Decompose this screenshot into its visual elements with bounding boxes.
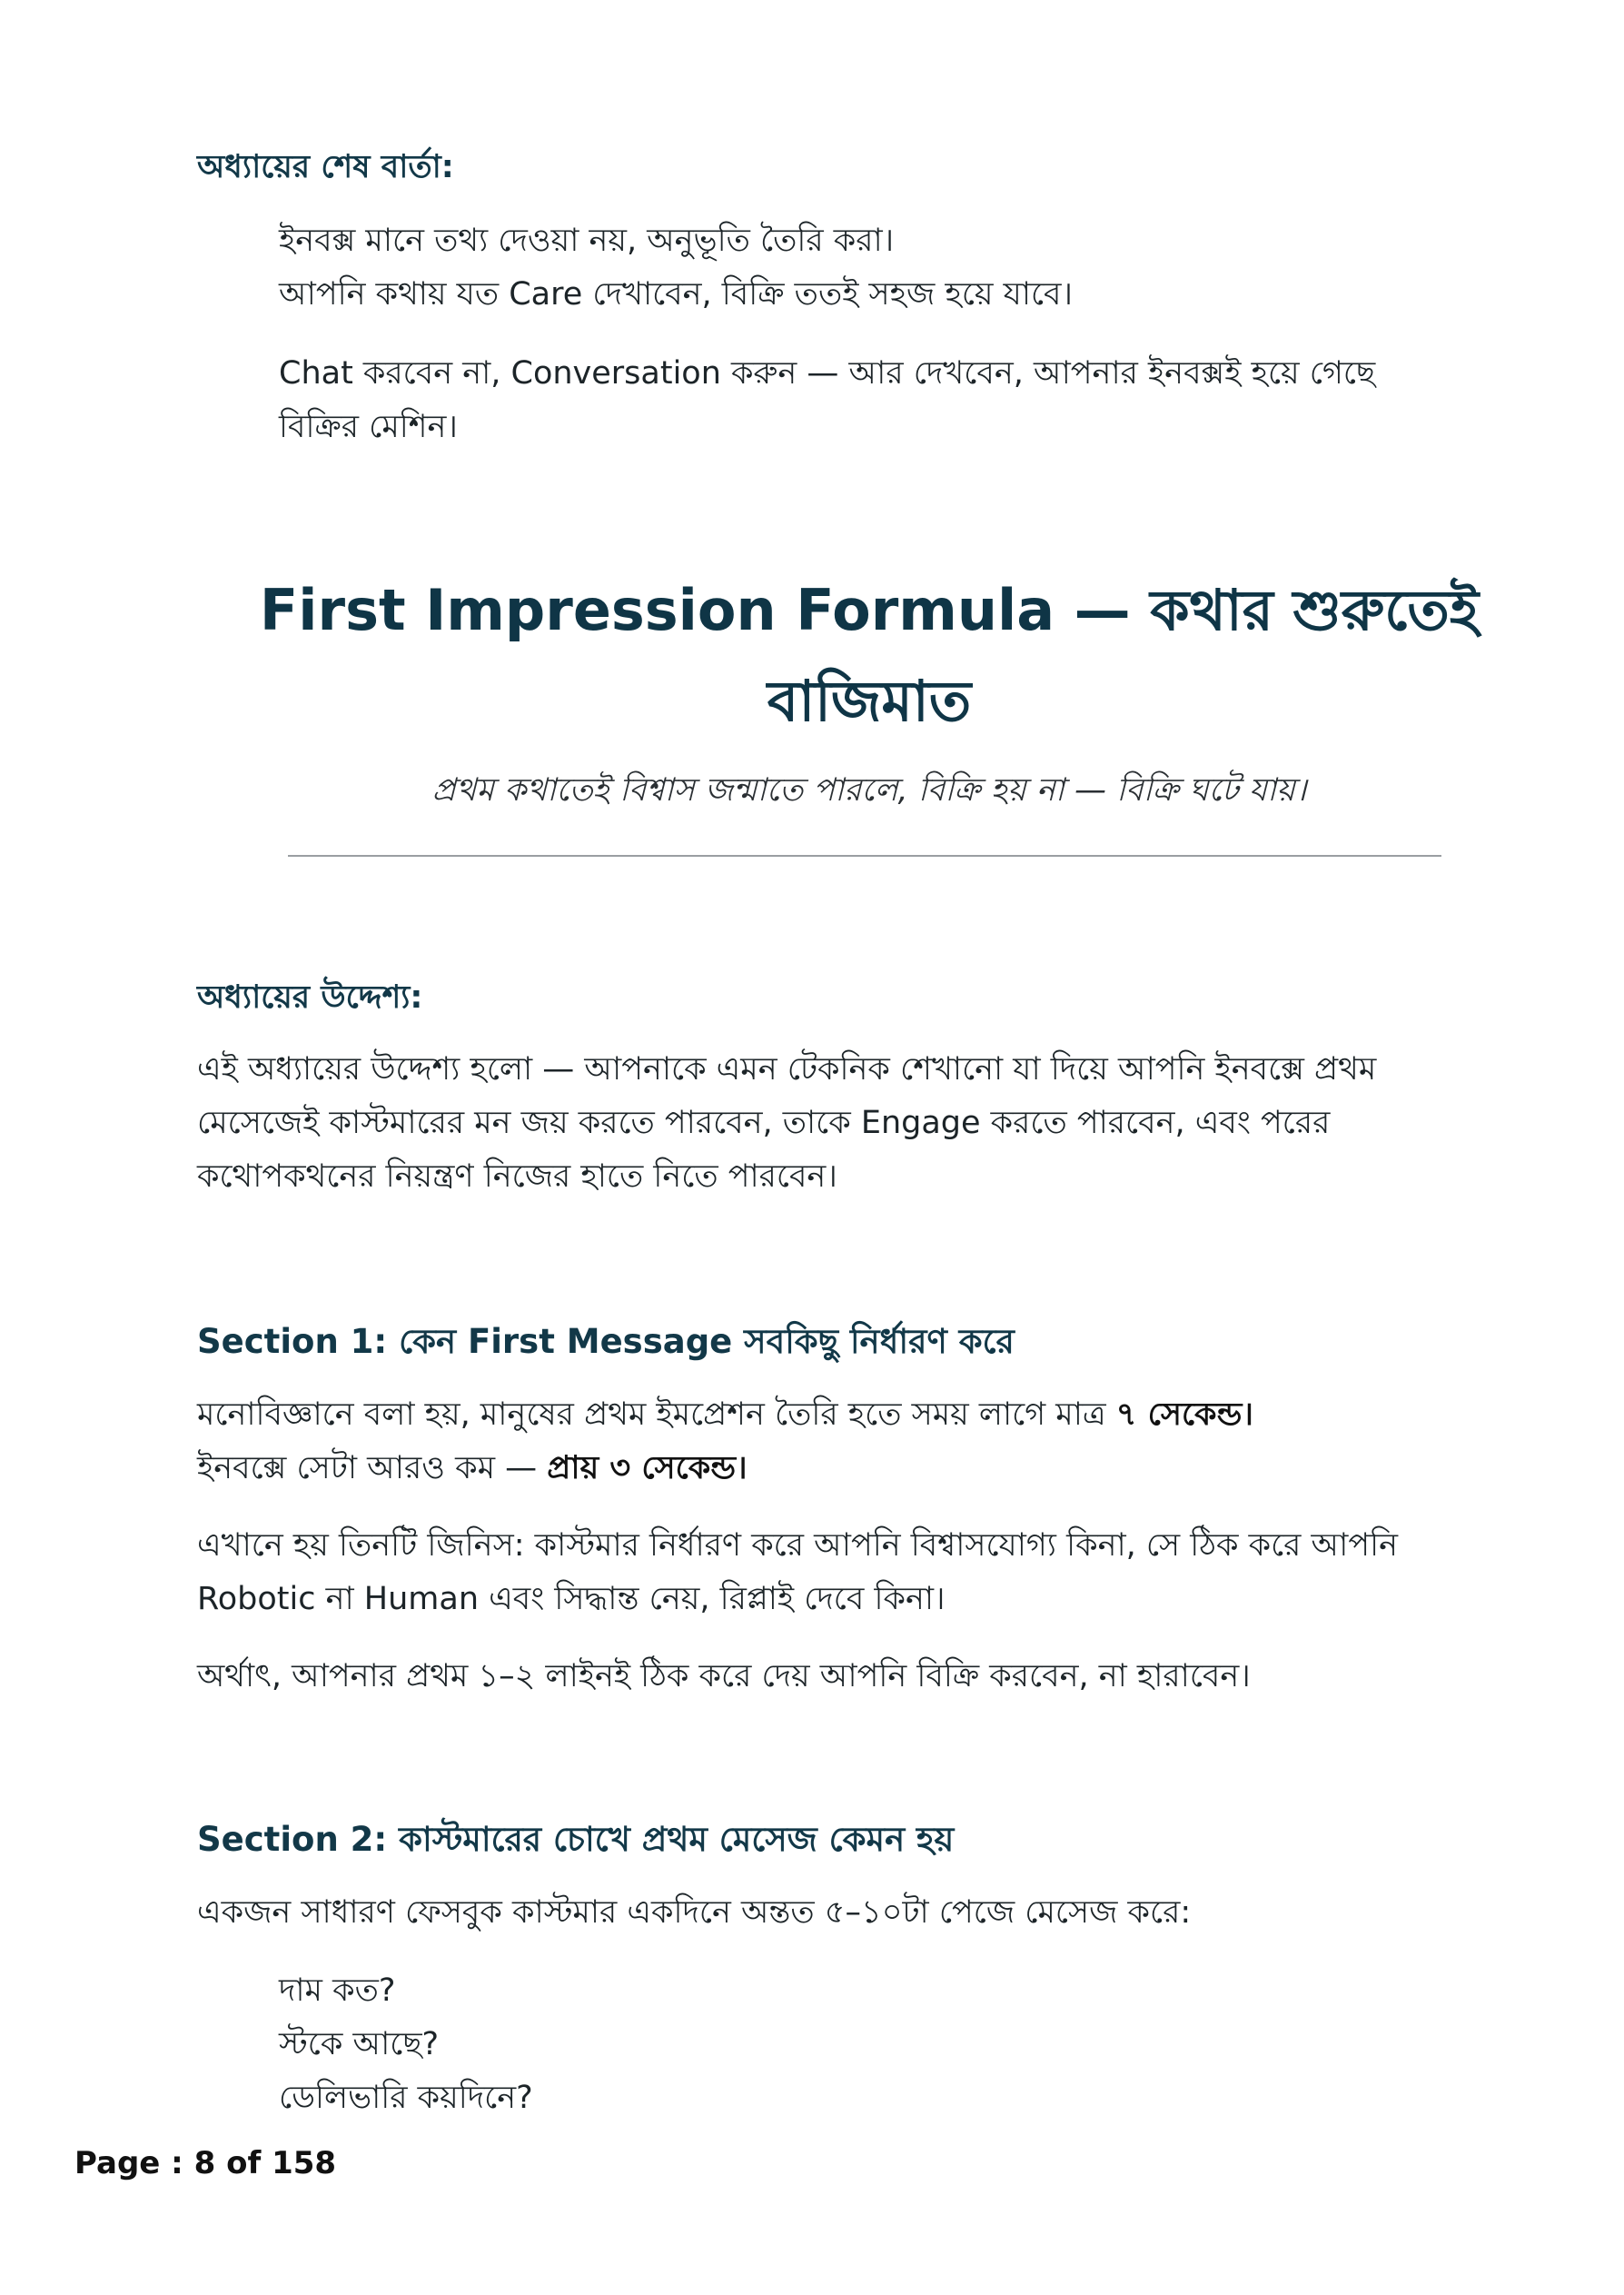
question-item: দাম কত?: [279, 1972, 396, 2009]
section-1-paragraph-3-line-2: Robotic না Human এবং সিদ্ধান্ত নেয়, রিপ্লাই দেবে কিনা।: [197, 1581, 946, 1617]
section-1-p1-text: মনোবিজ্ঞানে বলা হয়, মানুষের প্রথম ইমপ্রেশন তৈরি হতে সময় লাগে মাত্র: [197, 1396, 1116, 1433]
chapter-title-line-2: বাজিমাত: [767, 668, 972, 734]
objective-line-3: কথোপকথনের নিয়ন্ত্রণ নিজের হাতে নিতে পারবেন।: [197, 1158, 837, 1195]
section-1-paragraph-2: [197, 1442, 748, 1495]
closing-line-3a: Chat করবেন না, Conversation করুন — আর দেখবেন, আপনার ইনবক্সই হয়ে গেছে: [279, 355, 1376, 392]
closing-line-1: ইনবক্স মানে তথ্য দেওয়া নয়, অনুভূতি তৈরি করা।: [279, 223, 895, 259]
closing-line-2: আপনি কথায় যত Care দেখাবেন, বিক্রি ততই সহজ হয়ে যাবে।: [279, 276, 1074, 313]
section-1-paragraph-3-line-1: এখানে হয় তিনটি জিনিস: কাস্টমার নির্ধারণ করে আপনি বিশ্বাসযোগ্য কিনা, সে ঠিক করে আপনি: [197, 1527, 1399, 1564]
objective-heading: অধ্যায়ের উদ্দেশ্য:: [197, 979, 423, 1016]
section-2-heading: Section 2: কাস্টমারের চোখে প্রথম মেসেজ কেমন হয়: [197, 1820, 955, 1859]
chapter-title: [197, 565, 1541, 747]
chapter-title-line-1: First Impression Formula — কথার শুরুতেই: [259, 577, 1480, 643]
question-item: ডেলিভারি কয়দিনে?: [279, 2080, 533, 2116]
section-1-p2-bold: প্রায় ৩ সেকেন্ড।: [547, 1450, 748, 1486]
section-2-intro: একজন সাধারণ ফেসবুক কাস্টমার একদিনে অন্তত ৫–১০টা পেজে মেসেজ করে:: [197, 1894, 1192, 1931]
question-item: স্টকে আছে?: [279, 2026, 440, 2062]
section-1-paragraph-4: অর্থাৎ, আপনার প্রথম ১–২ লাইনই ঠিক করে দেয় আপনি বিক্রি করবেন, না হারাবেন।: [197, 1658, 1251, 1694]
chapter-subtitle: প্রথম কথাতেই বিশ্বাস জন্মাতে পারলে, বিক্রি হয় না — বিক্রি ঘটে যায়।: [431, 772, 1307, 809]
page-number: Page : 8 of 158: [74, 2145, 337, 2181]
closing-heading: অধ্যায়ের শেষ বার্তা:: [197, 149, 454, 185]
section-1-paragraph-1: [197, 1388, 1253, 1442]
divider: [288, 855, 1441, 857]
objective-line-2: মেসেজেই কাস্টমারের মন জয় করতে পারবেন, তাকে Engage করতে পারবেন, এবং পরের: [197, 1105, 1331, 1141]
section-1-p2-text: ইনবক্সে সেটা আরও কম —: [197, 1450, 548, 1486]
closing-line-3b: বিক্রির মেশিন।: [279, 409, 458, 445]
section-1-p1-bold: ৭ সেকেন্ড।: [1115, 1396, 1253, 1433]
section-1-heading: Section 1: কেন First Message সবকিছু নির্ধারণ করে: [197, 1322, 1015, 1361]
objective-line-1: এই অধ্যায়ের উদ্দেশ্য হলো — আপনাকে এমন টেকনিক শেখানো যা দিয়ে আপনি ইনবক্সে প্রথম: [197, 1051, 1377, 1088]
